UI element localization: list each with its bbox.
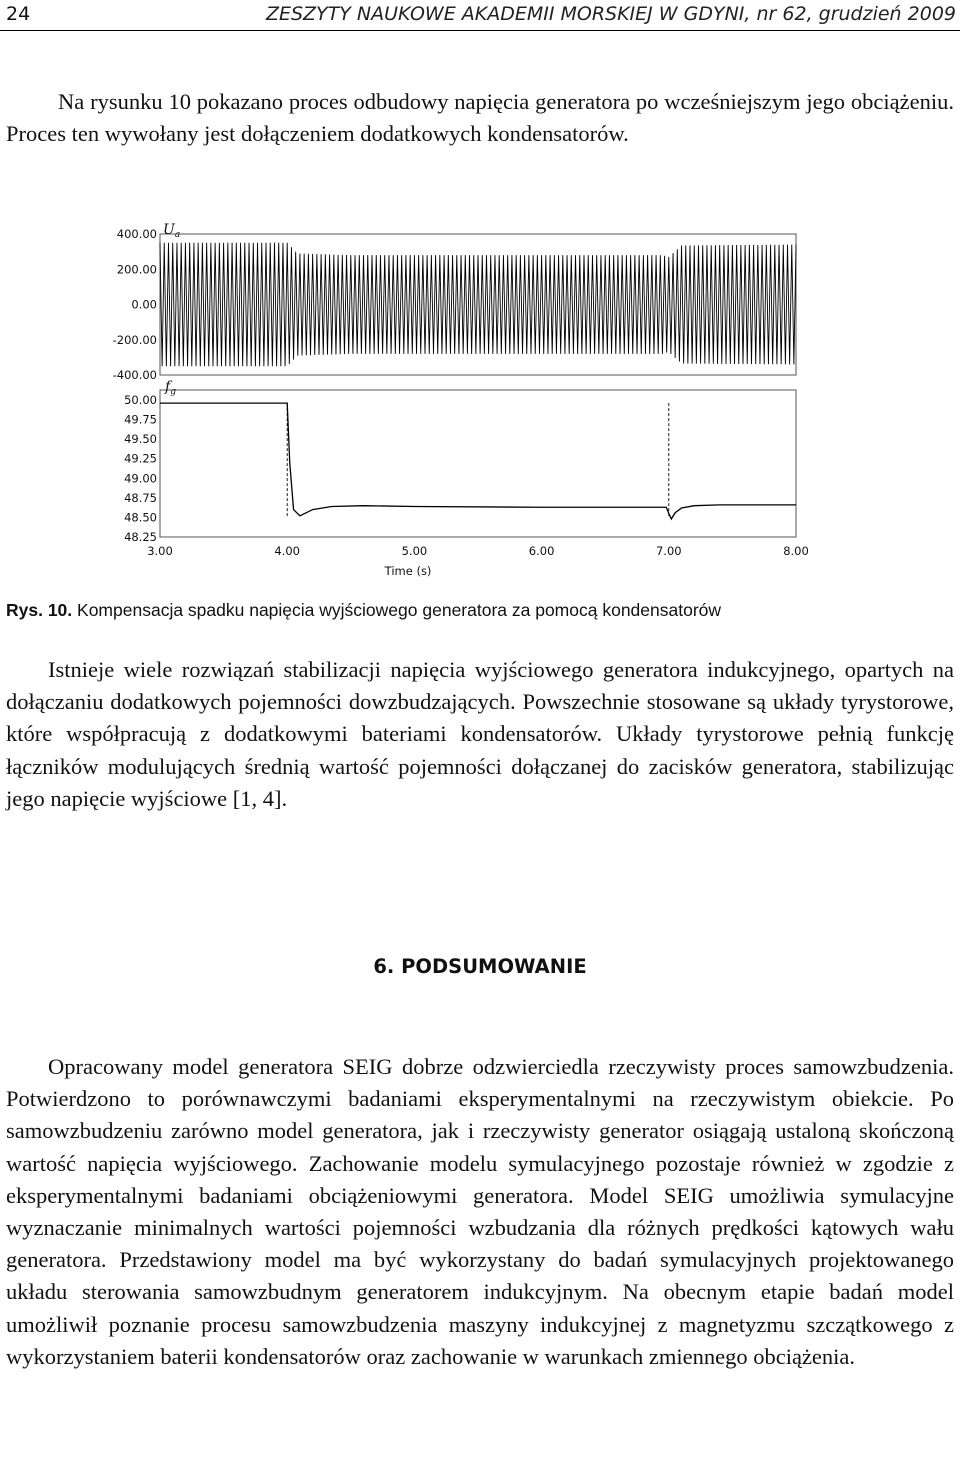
frequency-tick-label: 48.75 — [124, 490, 157, 505]
time-tick-label: 6.00 — [528, 544, 555, 558]
time-tick-label: 7.00 — [655, 544, 682, 558]
figure-caption — [6, 598, 954, 622]
frequency-tick-label: 49.00 — [124, 471, 157, 486]
page-number: 24 — [6, 3, 31, 25]
time-axis-label: Time (s) — [384, 564, 432, 578]
voltage-tick-label: -400.00 — [112, 368, 157, 382]
frequency-tick-label: 49.75 — [124, 412, 157, 427]
voltage-axis-subscript: a — [174, 230, 181, 240]
voltage-tick-label: 200.00 — [116, 262, 157, 277]
frequency-tick-label: 48.25 — [124, 530, 157, 544]
caption-text: Kompensacja spadku napięcia wyjściowego generatora za pomocą kondensatorów — [77, 600, 722, 620]
frequency-tick-label: 50.00 — [124, 393, 157, 407]
time-axis — [147, 544, 809, 578]
frequency-tick-label: 49.50 — [124, 432, 157, 447]
page-header — [0, 0, 960, 31]
time-tick-label: 3.00 — [147, 544, 173, 558]
voltage-tick-label: -200.00 — [112, 332, 157, 347]
time-tick-label: 8.00 — [783, 544, 809, 558]
frequency-axis-label: $f_g$ — [165, 379, 176, 397]
voltage-panel — [113, 222, 796, 382]
frequency-plot-frame — [160, 390, 796, 537]
caption-label: Rys. 10. — [6, 600, 73, 620]
voltage-tick-label: 400.00 — [116, 227, 157, 241]
frequency-panel — [124, 379, 796, 544]
intro-paragraph: Na rysunku 10 pokazano proces odbudowy napięcia generatora po wcześniejszym jego obciążeniu. Proces ten wywołany jest dołączeniem dodatkowych kondensatorów. — [6, 89, 954, 147]
frequency-axis-subscript: g — [170, 387, 176, 397]
voltage-axis-label: $U_a$ — [163, 222, 181, 240]
figure-chart — [100, 210, 820, 585]
section-heading: 6. PODSUMOWANIE — [373, 955, 587, 978]
voltage-series-line — [160, 243, 796, 366]
time-tick-label: 4.00 — [274, 544, 301, 558]
frequency-tick-label: 49.25 — [124, 451, 157, 466]
journal-title: ZESZYTY NAUKOWE AKADEMII MORSKIEJ W GDYNI, nr 62, grudzień 2009 — [265, 3, 956, 25]
frequency-series-line — [160, 403, 796, 519]
summary-paragraph: Opracowany model generatora SEIG dobrze odzwierciedla rzeczywisty proces samowzbudzenia. Potwierdzono to porównawczymi badaniami eksperymentalnymi na rzeczywistym obiekcie. Po samowzbudzeniu zarówno model generatora, jak i rzeczywisty generator osiągają ustaloną skończoną wartość napięcia wyjściowego. Zachowanie modelu symulacyjnego pozostaje również w zgodzie z eksperymentalnymi badaniami obciążeniowymi generatora. Model SEIG umożliwia symulacyjne wyznaczanie minimalnych wartości pojemności wzbudzania dla różnych prędkości kątowych wału generatora. Przedstawiony model ma być wykorzystany do badań symulacyjnych projektowanego układu sterowania samowzbudnym generatorem indukcyjnym. Na obecnym etapie badań model umożliwił poznanie procesu samowzbudzenia maszyny indukcyjnej z magnetyzmu szczątkowego z wykorzystaniem baterii kondensatorów oraz zachowanie w warunkach zmiennego obciążenia. — [6, 1054, 954, 1369]
time-tick-label: 5.00 — [401, 544, 428, 558]
body-paragraph: Istnieje wiele rozwiązań stabilizacji napięcia wyjściowego generatora indukcyjnego, opartych na dołączaniu dodatkowych pojemności dowzbudzających. Powszechnie stosowane są układy tyrystorowe, które współpracują z dodatkowymi bateriami kondensatorów. Układy tyrystorowe pełnią funkcję łączników modulujących średnią wartość pojemności dołączanej do zacisków generatora, stabilizując jego napięcie wyjściowe [1, 4]. — [6, 657, 954, 811]
voltage-tick-label: 0.00 — [131, 297, 157, 312]
frequency-tick-label: 48.50 — [124, 510, 157, 525]
